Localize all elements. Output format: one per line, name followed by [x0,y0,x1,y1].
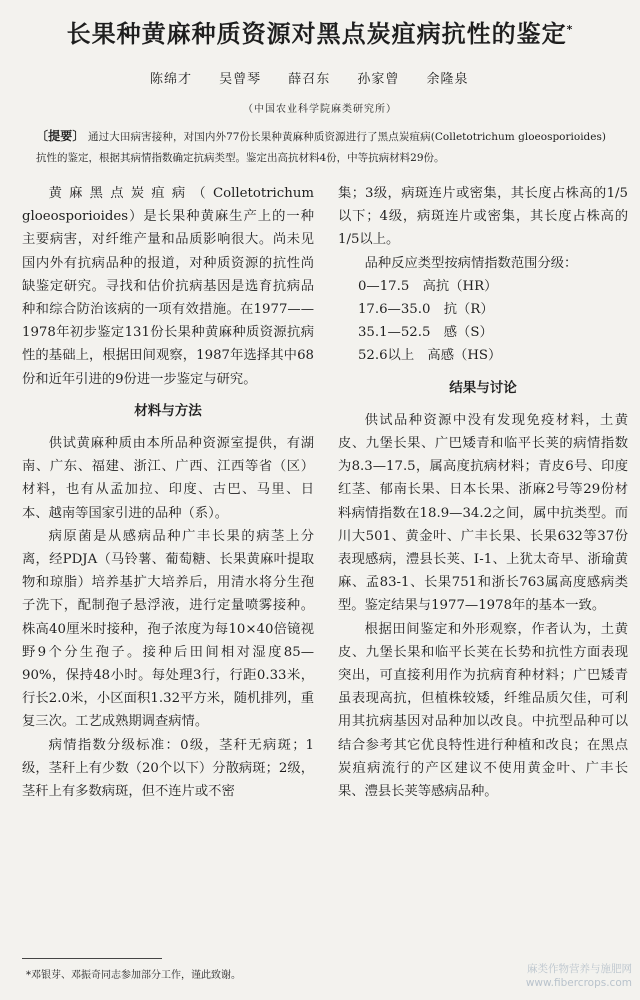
abstract-label: 〔提要〕 [36,129,85,143]
methods-paragraph-3: 病情指数分级标准：0级，茎秆无病斑；1级，茎秆上有少数（20个以下）分散病斑；2级，茎秆上有多数病斑，但不连片或不密 [22,737,314,800]
footnote-divider [22,958,162,959]
grade-row: 0—17.5 高抗（HR） [357,278,498,294]
abstract-text: 通过大田病害接种，对国内外77份长果种黄麻种质资源进行了黑点炭疽病(Colletotrichum gloeosporioides)抗性的鉴定，根据其病情指数确定抗病类型。鉴定出高抗材料4份，中等抗病材料29份。 [36,131,606,164]
watermark-url: www.fibercrops.com [525,977,632,989]
grading-continuation: 集；3级，病斑连片或密集，其长度占株高的1/5以下；4级，病斑连片或密集，其长度占株高的1/5以上。 [338,186,628,248]
right-column [338,182,628,803]
left-column [22,182,314,803]
site-watermark [526,962,632,990]
grade-row: 17.6—35.0 抗（R） [357,302,494,318]
grade-row: 52.6以上 高感（HS） [357,348,502,364]
watermark-name: 麻类作物营养与施肥网 [527,963,632,975]
intro-paragraph: 黄麻黑点炭疽病（Colletotrichum gloeosporioides）是长果种黄麻生产上的一种主要病害，对纤维产量和品质影响很大。尚未见国内外有抗病品种的报道，对种质资源的抗性尚缺鉴定研究。寻找和估价抗病基因是选育抗病品种和综合防治该病的一项有效措施。在1977——1978年初步鉴定131份长果种黄麻种质资源抗病性的基础上，根据田间观察，1987年选择其中68份和近年引进的9份进一步鉴定与研究。 [22,186,314,387]
abstract [36,126,606,169]
methods-heading: 材料与方法 [134,402,202,419]
paper-title: 长果种黄麻种质资源对黑点炭疽病抗性的鉴定* [66,20,574,48]
results-paragraph-2: 根据田间鉴定和外形观察，作者认为，土黄皮、九堡长果和临平长荚在长势和抗性方面表现突出，可直接利用作为抗病育种材料；广巴矮青虽表现高抗，但植株较矮，纤维品质欠佳，可利用其抗病基因对品种加以改良。中抗型品种可以结合参考其它优良特性进行种植和改良；在黑点炭疽病流行的产区建议不使用黄金叶、广丰长果、澧县长荚等感病品种。 [338,621,628,800]
methods-paragraph-2: 病原菌是从感病品种广丰长果的病茎上分离，经PDJA（马铃薯、葡萄糖、长果黄麻叶提取物和琼脂）培养基扩大培养后，用清水将分生孢子洗下，配制孢子悬浮液，进行定量喷雾接种。株高40厘米时接种，孢子浓度为每10×40倍镜视野9个分生孢子。接种后田间相对湿度85—90%，保持48小时。每处理3行，行距0.33米，行长2.0米，小区面积1.32平方米，随机排列，重复三次。工艺成熟期调查病情。 [22,528,314,730]
methods-paragraph-1: 供试黄麻种质由本所品种资源室提供，有湖南、广东、福建、浙江、广西、江西等省（区）材料，也有从孟加拉、印度、古巴、马里、日本、越南等国家引进的品种（系）。 [22,436,314,521]
title-footnote-mark: * [566,23,574,36]
grading-intro: 品种反应类型按病情指数范围分级： [364,255,578,271]
grade-row: 35.1—52.5 感（S） [357,325,493,341]
results-heading: 结果与讨论 [449,379,517,396]
results-paragraph-1: 供试品种资源中没有发现免疫材料，土黄皮、九堡长果、广巴矮青和临平长荚的病情指数为8.3—17.5，属高度抗病材料；青皮6号、印度红茎、郁南长果、日本长果、浙麻2号等29份材料病情指数在18.9—34.2之间，属中抗类型。而川大501、黄金叶、广丰长果、长果632等37份表现感病，澧县长荚、Ⅰ-1、上犹太奇早、浙瑜黄麻、孟83-1、长果751和浙长763属高度感病类型。鉴定结果与1977—1978年的基本一致。 [338,412,628,614]
footnote: *邓银芽、邓振奇同志参加部分工作，谨此致谢。 [26,970,241,981]
affiliation: （中国农业科学院麻类研究所） [243,104,397,115]
author-list: 陈绵才 吴曾琴 薛召东 孙家曾 余隆泉 [150,72,469,87]
